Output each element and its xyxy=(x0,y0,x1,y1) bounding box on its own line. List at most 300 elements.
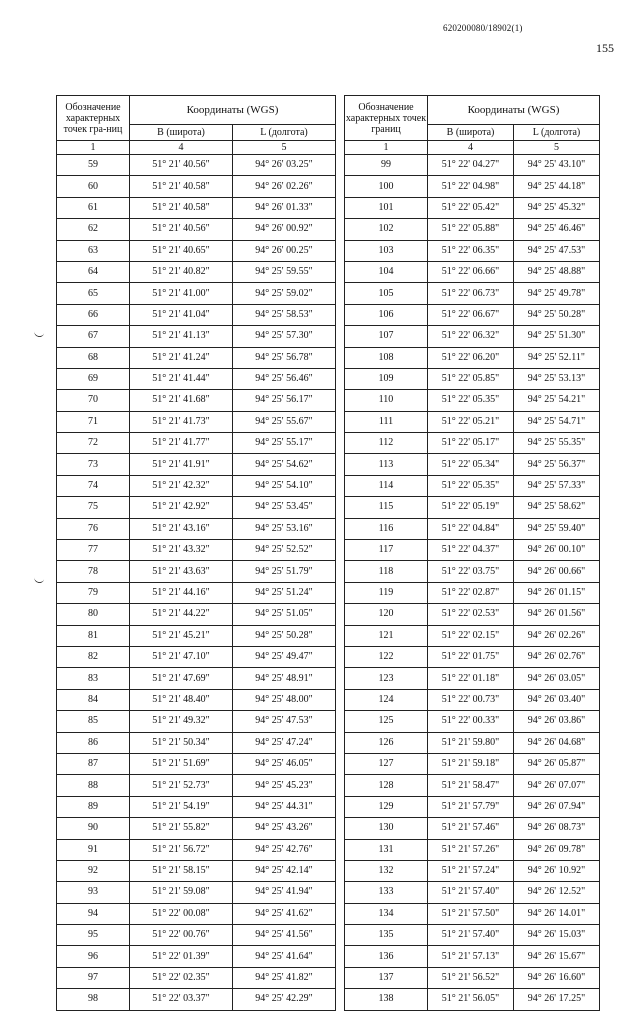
longitude-cell: 94° 25' 41.64" xyxy=(233,946,336,967)
latitude-cell: 51° 22' 03.37" xyxy=(130,989,233,1010)
point-number-cell: 102 xyxy=(345,219,428,240)
point-number-cell: 61 xyxy=(57,197,130,218)
longitude-cell: 94° 25' 48.91" xyxy=(233,668,336,689)
point-number-cell: 85 xyxy=(57,711,130,732)
latitude-cell: 51° 22' 04.84" xyxy=(428,518,514,539)
table-row xyxy=(57,903,336,924)
point-number-cell: 64 xyxy=(57,261,130,282)
latitude-cell: 51° 21' 40.82" xyxy=(130,261,233,282)
point-number-cell: 66 xyxy=(57,304,130,325)
longitude-cell: 94° 25' 51.79" xyxy=(233,561,336,582)
table-row xyxy=(345,475,600,496)
point-number-cell: 91 xyxy=(57,839,130,860)
latitude-cell: 51° 21' 57.46" xyxy=(428,818,514,839)
latitude-cell: 51° 21' 43.16" xyxy=(130,518,233,539)
point-number-cell: 133 xyxy=(345,882,428,903)
latitude-cell: 51° 22' 00.08" xyxy=(130,903,233,924)
longitude-cell: 94° 25' 42.14" xyxy=(233,860,336,881)
header-col-number: 5 xyxy=(514,141,600,155)
latitude-cell: 51° 22' 01.39" xyxy=(130,946,233,967)
latitude-cell: 51° 22' 06.66" xyxy=(428,261,514,282)
point-number-cell: 94 xyxy=(57,903,130,924)
table-row xyxy=(345,903,600,924)
latitude-cell: 51° 22' 00.73" xyxy=(428,689,514,710)
table-row xyxy=(57,946,336,967)
longitude-cell: 94° 26' 03.40" xyxy=(514,689,600,710)
longitude-cell: 94° 25' 45.32" xyxy=(514,197,600,218)
header-latitude: B (широта) xyxy=(130,125,233,141)
longitude-cell: 94° 25' 56.17" xyxy=(233,390,336,411)
table-row xyxy=(345,732,600,753)
point-number-cell: 86 xyxy=(57,732,130,753)
table-row xyxy=(57,197,336,218)
point-number-cell: 98 xyxy=(57,989,130,1010)
table-row xyxy=(345,582,600,603)
point-number-cell: 101 xyxy=(345,197,428,218)
latitude-cell: 51° 21' 47.69" xyxy=(130,668,233,689)
latitude-cell: 51° 21' 52.73" xyxy=(130,775,233,796)
latitude-cell: 51° 21' 40.65" xyxy=(130,240,233,261)
point-number-cell: 123 xyxy=(345,668,428,689)
longitude-cell: 94° 26' 01.56" xyxy=(514,604,600,625)
point-number-cell: 71 xyxy=(57,411,130,432)
longitude-cell: 94° 25' 47.53" xyxy=(514,240,600,261)
latitude-cell: 51° 21' 56.52" xyxy=(428,967,514,988)
point-number-cell: 99 xyxy=(345,155,428,176)
longitude-cell: 94° 25' 49.78" xyxy=(514,283,600,304)
longitude-cell: 94° 25' 44.18" xyxy=(514,176,600,197)
table-row xyxy=(345,989,600,1010)
header-point-designation: Обозначение характерных точек гра-ниц xyxy=(57,96,130,141)
latitude-cell: 51° 22' 02.15" xyxy=(428,625,514,646)
point-number-cell: 114 xyxy=(345,475,428,496)
latitude-cell: 51° 22' 06.20" xyxy=(428,347,514,368)
table-row xyxy=(57,283,336,304)
point-number-cell: 83 xyxy=(57,668,130,689)
table-row xyxy=(57,839,336,860)
point-number-cell: 75 xyxy=(57,497,130,518)
point-number-cell: 137 xyxy=(345,967,428,988)
latitude-cell: 51° 22' 05.35" xyxy=(428,475,514,496)
table-row xyxy=(57,368,336,389)
point-number-cell: 81 xyxy=(57,625,130,646)
latitude-cell: 51° 22' 05.42" xyxy=(428,197,514,218)
longitude-cell: 94° 25' 43.26" xyxy=(233,818,336,839)
longitude-cell: 94° 25' 54.62" xyxy=(233,454,336,475)
latitude-cell: 51° 21' 57.40" xyxy=(428,882,514,903)
table-row xyxy=(57,882,336,903)
point-number-cell: 62 xyxy=(57,219,130,240)
table-row xyxy=(345,518,600,539)
point-number-cell: 128 xyxy=(345,775,428,796)
longitude-cell: 94° 26' 05.87" xyxy=(514,753,600,774)
point-number-cell: 111 xyxy=(345,411,428,432)
latitude-cell: 51° 22' 06.73" xyxy=(428,283,514,304)
longitude-cell: 94° 25' 52.52" xyxy=(233,540,336,561)
longitude-cell: 94° 25' 57.33" xyxy=(514,475,600,496)
longitude-cell: 94° 26' 03.25" xyxy=(233,155,336,176)
point-number-cell: 68 xyxy=(57,347,130,368)
table-row xyxy=(345,860,600,881)
document-code: 620200080/18902(1) xyxy=(443,23,523,33)
table-row xyxy=(57,967,336,988)
table-row xyxy=(345,454,600,475)
latitude-cell: 51° 21' 56.72" xyxy=(130,839,233,860)
table-row xyxy=(57,925,336,946)
point-number-cell: 135 xyxy=(345,925,428,946)
table-row xyxy=(57,711,336,732)
longitude-cell: 94° 25' 53.13" xyxy=(514,368,600,389)
point-number-cell: 77 xyxy=(57,540,130,561)
latitude-cell: 51° 21' 43.63" xyxy=(130,561,233,582)
longitude-cell: 94° 25' 56.78" xyxy=(233,347,336,368)
latitude-cell: 51° 21' 41.04" xyxy=(130,304,233,325)
point-number-cell: 84 xyxy=(57,689,130,710)
longitude-cell: 94° 26' 02.26" xyxy=(233,176,336,197)
longitude-cell: 94° 26' 14.01" xyxy=(514,903,600,924)
table-row xyxy=(57,625,336,646)
longitude-cell: 94° 26' 08.73" xyxy=(514,818,600,839)
table-row xyxy=(57,775,336,796)
table-row xyxy=(57,604,336,625)
longitude-cell: 94° 25' 48.00" xyxy=(233,689,336,710)
latitude-cell: 51° 21' 56.05" xyxy=(428,989,514,1010)
table-row xyxy=(345,604,600,625)
point-number-cell: 134 xyxy=(345,903,428,924)
longitude-cell: 94° 26' 16.60" xyxy=(514,967,600,988)
table-row xyxy=(345,261,600,282)
point-number-cell: 131 xyxy=(345,839,428,860)
latitude-cell: 51° 21' 57.26" xyxy=(428,839,514,860)
table-row xyxy=(345,390,600,411)
table-body-left xyxy=(57,155,336,1011)
latitude-cell: 51° 21' 42.92" xyxy=(130,497,233,518)
point-number-cell: 138 xyxy=(345,989,428,1010)
point-number-cell: 124 xyxy=(345,689,428,710)
point-number-cell: 106 xyxy=(345,304,428,325)
longitude-cell: 94° 25' 56.37" xyxy=(514,454,600,475)
latitude-cell: 51° 21' 57.13" xyxy=(428,946,514,967)
table-row xyxy=(345,155,600,176)
table-row xyxy=(57,732,336,753)
point-number-cell: 95 xyxy=(57,925,130,946)
longitude-cell: 94° 25' 52.11" xyxy=(514,347,600,368)
point-number-cell: 110 xyxy=(345,390,428,411)
table-row xyxy=(345,753,600,774)
coordinates-table-right xyxy=(344,95,600,1011)
point-number-cell: 132 xyxy=(345,860,428,881)
latitude-cell: 51° 22' 03.75" xyxy=(428,561,514,582)
table-row xyxy=(57,261,336,282)
point-number-cell: 79 xyxy=(57,582,130,603)
latitude-cell: 51° 21' 57.50" xyxy=(428,903,514,924)
table-row xyxy=(345,646,600,667)
latitude-cell: 51° 22' 05.19" xyxy=(428,497,514,518)
point-number-cell: 70 xyxy=(57,390,130,411)
latitude-cell: 51° 21' 41.13" xyxy=(130,326,233,347)
latitude-cell: 51° 22' 02.53" xyxy=(428,604,514,625)
point-number-cell: 82 xyxy=(57,646,130,667)
longitude-cell: 94° 25' 53.16" xyxy=(233,518,336,539)
table-row xyxy=(345,326,600,347)
point-number-cell: 92 xyxy=(57,860,130,881)
table-row xyxy=(345,689,600,710)
latitude-cell: 51° 21' 47.10" xyxy=(130,646,233,667)
table-row xyxy=(345,561,600,582)
longitude-cell: 94° 25' 55.17" xyxy=(233,433,336,454)
point-number-cell: 112 xyxy=(345,433,428,454)
table-row xyxy=(345,283,600,304)
table-row xyxy=(345,433,600,454)
latitude-cell: 51° 22' 06.35" xyxy=(428,240,514,261)
longitude-cell: 94° 25' 57.30" xyxy=(233,326,336,347)
longitude-cell: 94° 26' 00.25" xyxy=(233,240,336,261)
header-longitude: L (долгота) xyxy=(514,125,600,141)
table-row xyxy=(345,946,600,967)
point-number-cell: 80 xyxy=(57,604,130,625)
point-number-cell: 89 xyxy=(57,796,130,817)
table-row xyxy=(345,839,600,860)
longitude-cell: 94° 25' 54.71" xyxy=(514,411,600,432)
header-col-number: 4 xyxy=(130,141,233,155)
table-row xyxy=(345,197,600,218)
table-row xyxy=(345,219,600,240)
longitude-cell: 94° 25' 55.67" xyxy=(233,411,336,432)
longitude-cell: 94° 26' 00.92" xyxy=(233,219,336,240)
latitude-cell: 51° 21' 41.68" xyxy=(130,390,233,411)
longitude-cell: 94° 25' 42.29" xyxy=(233,989,336,1010)
longitude-cell: 94° 25' 41.94" xyxy=(233,882,336,903)
header-longitude: L (долгота) xyxy=(233,125,336,141)
point-number-cell: 63 xyxy=(57,240,130,261)
header-col-number: 1 xyxy=(345,141,428,155)
longitude-cell: 94° 25' 48.88" xyxy=(514,261,600,282)
longitude-cell: 94° 26' 09.78" xyxy=(514,839,600,860)
table-row xyxy=(57,347,336,368)
point-number-cell: 74 xyxy=(57,475,130,496)
latitude-cell: 51° 21' 41.00" xyxy=(130,283,233,304)
latitude-cell: 51° 22' 04.27" xyxy=(428,155,514,176)
page-number: 155 xyxy=(596,41,614,55)
table-row xyxy=(57,540,336,561)
point-number-cell: 65 xyxy=(57,283,130,304)
longitude-cell: 94° 25' 58.53" xyxy=(233,304,336,325)
point-number-cell: 100 xyxy=(345,176,428,197)
point-number-cell: 60 xyxy=(57,176,130,197)
point-number-cell: 67 xyxy=(57,326,130,347)
longitude-cell: 94° 25' 56.46" xyxy=(233,368,336,389)
longitude-cell: 94° 26' 12.52" xyxy=(514,882,600,903)
latitude-cell: 51° 21' 42.32" xyxy=(130,475,233,496)
point-number-cell: 69 xyxy=(57,368,130,389)
latitude-cell: 51° 22' 05.34" xyxy=(428,454,514,475)
table-row xyxy=(57,454,336,475)
point-number-cell: 136 xyxy=(345,946,428,967)
latitude-cell: 51° 21' 45.21" xyxy=(130,625,233,646)
longitude-cell: 94° 26' 10.92" xyxy=(514,860,600,881)
table-row xyxy=(57,240,336,261)
table-row xyxy=(57,497,336,518)
longitude-cell: 94° 26' 15.03" xyxy=(514,925,600,946)
longitude-cell: 94° 25' 41.56" xyxy=(233,925,336,946)
point-number-cell: 87 xyxy=(57,753,130,774)
table-row xyxy=(345,925,600,946)
table-row xyxy=(57,475,336,496)
longitude-cell: 94° 25' 50.28" xyxy=(233,625,336,646)
table-row xyxy=(345,967,600,988)
latitude-cell: 51° 21' 49.32" xyxy=(130,711,233,732)
latitude-cell: 51° 21' 44.16" xyxy=(130,582,233,603)
latitude-cell: 51° 21' 40.58" xyxy=(130,197,233,218)
latitude-cell: 51° 22' 05.85" xyxy=(428,368,514,389)
table-row xyxy=(57,411,336,432)
longitude-cell: 94° 25' 45.23" xyxy=(233,775,336,796)
latitude-cell: 51° 21' 51.69" xyxy=(130,753,233,774)
table-row xyxy=(345,304,600,325)
header-coordinates: Координаты (WGS) xyxy=(130,96,336,125)
point-number-cell: 88 xyxy=(57,775,130,796)
header-col-number: 1 xyxy=(57,141,130,155)
point-number-cell: 103 xyxy=(345,240,428,261)
table-row xyxy=(57,753,336,774)
table-row xyxy=(345,711,600,732)
latitude-cell: 51° 21' 43.32" xyxy=(130,540,233,561)
table-row xyxy=(57,390,336,411)
table-row xyxy=(57,304,336,325)
latitude-cell: 51° 22' 05.35" xyxy=(428,390,514,411)
table-row xyxy=(57,561,336,582)
longitude-cell: 94° 25' 41.62" xyxy=(233,903,336,924)
table-row xyxy=(345,176,600,197)
header-col-number: 5 xyxy=(233,141,336,155)
longitude-cell: 94° 25' 44.31" xyxy=(233,796,336,817)
longitude-cell: 94° 25' 47.24" xyxy=(233,732,336,753)
point-number-cell: 76 xyxy=(57,518,130,539)
table-row xyxy=(57,689,336,710)
margin-mark xyxy=(33,329,44,338)
point-number-cell: 73 xyxy=(57,454,130,475)
point-number-cell: 125 xyxy=(345,711,428,732)
point-number-cell: 107 xyxy=(345,326,428,347)
longitude-cell: 94° 25' 59.40" xyxy=(514,518,600,539)
latitude-cell: 51° 21' 58.47" xyxy=(428,775,514,796)
table-row xyxy=(345,368,600,389)
latitude-cell: 51° 21' 57.79" xyxy=(428,796,514,817)
latitude-cell: 51° 21' 40.56" xyxy=(130,155,233,176)
table-row xyxy=(57,219,336,240)
longitude-cell: 94° 26' 17.25" xyxy=(514,989,600,1010)
header-col-number: 4 xyxy=(428,141,514,155)
longitude-cell: 94° 26' 03.05" xyxy=(514,668,600,689)
point-number-cell: 72 xyxy=(57,433,130,454)
latitude-cell: 51° 22' 01.75" xyxy=(428,646,514,667)
point-number-cell: 117 xyxy=(345,540,428,561)
table-row xyxy=(57,989,336,1010)
point-number-cell: 127 xyxy=(345,753,428,774)
point-number-cell: 119 xyxy=(345,582,428,603)
table-row xyxy=(345,818,600,839)
longitude-cell: 94° 26' 01.15" xyxy=(514,582,600,603)
point-number-cell: 121 xyxy=(345,625,428,646)
table-body-right xyxy=(345,155,600,1011)
longitude-cell: 94° 25' 53.45" xyxy=(233,497,336,518)
table-row xyxy=(57,818,336,839)
longitude-cell: 94° 25' 46.05" xyxy=(233,753,336,774)
point-number-cell: 105 xyxy=(345,283,428,304)
table-row xyxy=(345,540,600,561)
latitude-cell: 51° 22' 02.35" xyxy=(130,967,233,988)
longitude-cell: 94° 25' 43.10" xyxy=(514,155,600,176)
latitude-cell: 51° 21' 40.58" xyxy=(130,176,233,197)
latitude-cell: 51° 21' 44.22" xyxy=(130,604,233,625)
header-coordinates: Координаты (WGS) xyxy=(428,96,600,125)
point-number-cell: 90 xyxy=(57,818,130,839)
table-row xyxy=(57,796,336,817)
longitude-cell: 94° 25' 58.62" xyxy=(514,497,600,518)
longitude-cell: 94° 25' 51.30" xyxy=(514,326,600,347)
latitude-cell: 51° 21' 41.73" xyxy=(130,411,233,432)
point-number-cell: 122 xyxy=(345,646,428,667)
point-number-cell: 59 xyxy=(57,155,130,176)
table-row xyxy=(345,497,600,518)
latitude-cell: 51° 21' 41.77" xyxy=(130,433,233,454)
header-point-designation: Обозначение характерных точек границ xyxy=(345,96,428,141)
table-row xyxy=(345,347,600,368)
table-row xyxy=(345,775,600,796)
table-row xyxy=(57,860,336,881)
longitude-cell: 94° 25' 59.55" xyxy=(233,261,336,282)
latitude-cell: 51° 22' 04.37" xyxy=(428,540,514,561)
longitude-cell: 94° 26' 01.33" xyxy=(233,197,336,218)
table-row xyxy=(57,176,336,197)
latitude-cell: 51° 21' 40.56" xyxy=(130,219,233,240)
latitude-cell: 51° 21' 50.34" xyxy=(130,732,233,753)
point-number-cell: 108 xyxy=(345,347,428,368)
latitude-cell: 51° 21' 48.40" xyxy=(130,689,233,710)
longitude-cell: 94° 25' 55.35" xyxy=(514,433,600,454)
latitude-cell: 51° 21' 59.80" xyxy=(428,732,514,753)
point-number-cell: 113 xyxy=(345,454,428,475)
point-number-cell: 97 xyxy=(57,967,130,988)
table-row xyxy=(57,518,336,539)
latitude-cell: 51° 22' 04.98" xyxy=(428,176,514,197)
point-number-cell: 118 xyxy=(345,561,428,582)
longitude-cell: 94° 26' 02.26" xyxy=(514,625,600,646)
latitude-cell: 51° 22' 00.76" xyxy=(130,925,233,946)
latitude-cell: 51° 22' 06.32" xyxy=(428,326,514,347)
longitude-cell: 94° 26' 04.68" xyxy=(514,732,600,753)
latitude-cell: 51° 21' 41.91" xyxy=(130,454,233,475)
point-number-cell: 96 xyxy=(57,946,130,967)
table-row xyxy=(345,796,600,817)
coordinates-table-left xyxy=(56,95,336,1011)
longitude-cell: 94° 26' 00.10" xyxy=(514,540,600,561)
latitude-cell: 51° 22' 05.21" xyxy=(428,411,514,432)
latitude-cell: 51° 22' 02.87" xyxy=(428,582,514,603)
longitude-cell: 94° 25' 46.46" xyxy=(514,219,600,240)
longitude-cell: 94° 26' 00.66" xyxy=(514,561,600,582)
point-number-cell: 116 xyxy=(345,518,428,539)
point-number-cell: 104 xyxy=(345,261,428,282)
longitude-cell: 94° 25' 54.21" xyxy=(514,390,600,411)
longitude-cell: 94° 26' 07.07" xyxy=(514,775,600,796)
longitude-cell: 94° 25' 41.82" xyxy=(233,967,336,988)
latitude-cell: 51° 22' 05.88" xyxy=(428,219,514,240)
latitude-cell: 51° 22' 00.33" xyxy=(428,711,514,732)
latitude-cell: 51° 21' 58.15" xyxy=(130,860,233,881)
header-latitude: B (широта) xyxy=(428,125,514,141)
table-row xyxy=(57,582,336,603)
